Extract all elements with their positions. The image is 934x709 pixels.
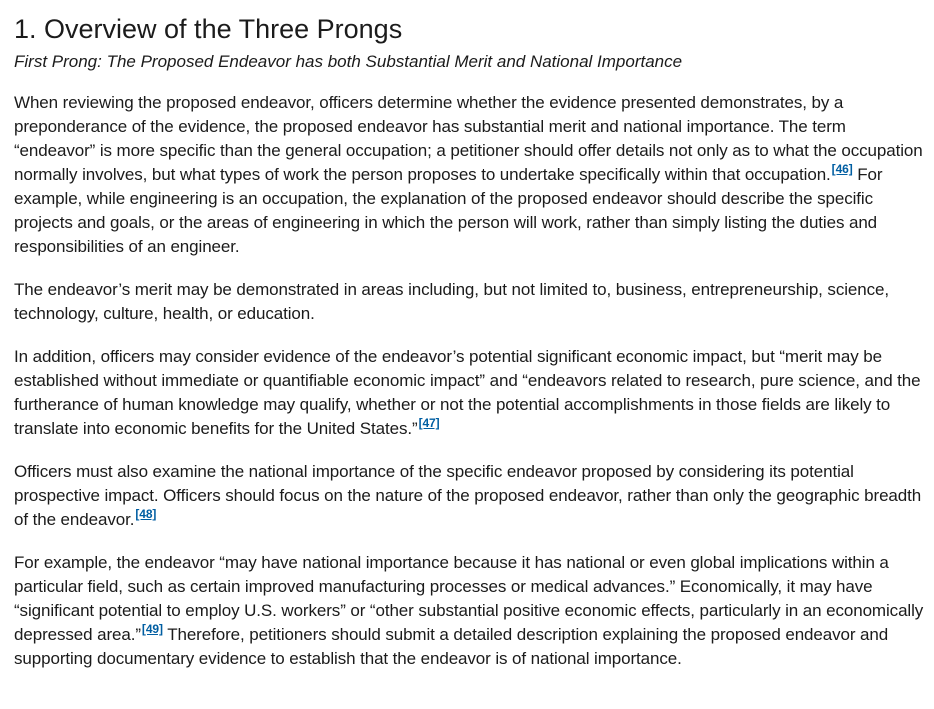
paragraph-merit-areas [14, 278, 926, 326]
prong-subheading: First Prong: The Proposed Endeavor has both Substantial Merit and National Importance [14, 52, 683, 71]
footnote-link-49[interactable]: [49] [141, 622, 163, 637]
paragraph-text: The endeavor’s merit may be demonstrated in areas including, but not limited to, business, entrepreneurship, science, technology, culture, health, or education. [14, 280, 889, 323]
footnote-link-48[interactable]: [48] [135, 507, 157, 522]
paragraph-text: For example, while engineering is an occupation, the explanation of the proposed endeavor should describe the specific projects and goals, or the areas of engineering in which the person will work, rather than simply listing the duties and responsibilities of an engineer. [14, 165, 883, 256]
paragraph-text: Officers must also examine the national importance of the specific endeavor proposed by considering its potential prospective impact. Officers should focus on the nature of the proposed endeavor, rather than only the geographic breadth of the endeavor. [14, 462, 922, 529]
paragraph-national-importance-example [14, 551, 926, 671]
footnote-link-46[interactable]: [46] [831, 162, 853, 177]
paragraph-text: When reviewing the proposed endeavor, officers determine whether the evidence presented demonstrates, by a preponderance of the evidence, the proposed endeavor has substantial merit and national importance. The term “endeavor” is more specific than the general occupation; a petitioner should offer details not only as to what the occupation normally involves, but what types of work the person proposes to undertake specifically within that occupation. [14, 93, 923, 184]
paragraph-endeavor-definition [14, 91, 926, 259]
paragraph-text: In addition, officers may consider evidence of the endeavor’s potential significant economic impact, but “merit may be established without immediate or quantifiable economic impact” and “endeavors related to research, pure science, and the furtherance of human knowledge may qualify, whether or not the potential accomplishments in those fields are likely to translate into economic benefits for the United States.” [14, 347, 921, 438]
paragraph-economic-impact [14, 345, 926, 441]
paragraph-text: Therefore, petitioners should submit a detailed description explaining the proposed endeavor and supporting documentary evidence to establish that the endeavor is of national importance. [14, 625, 889, 668]
section-heading: 1. Overview of the Three Prongs [14, 14, 403, 44]
paragraph-text: For example, the endeavor “may have national importance because it has national or even global implications within a particular field, such as certain improved manufacturing processes or medical advances.” Economically, it may have “significant potential to employ U.S. workers” or “other substantial positive economic effects, particularly in an economically depressed area.” [14, 553, 924, 644]
footnote-link-47[interactable]: [47] [418, 416, 440, 431]
paragraph-national-importance [14, 460, 926, 532]
